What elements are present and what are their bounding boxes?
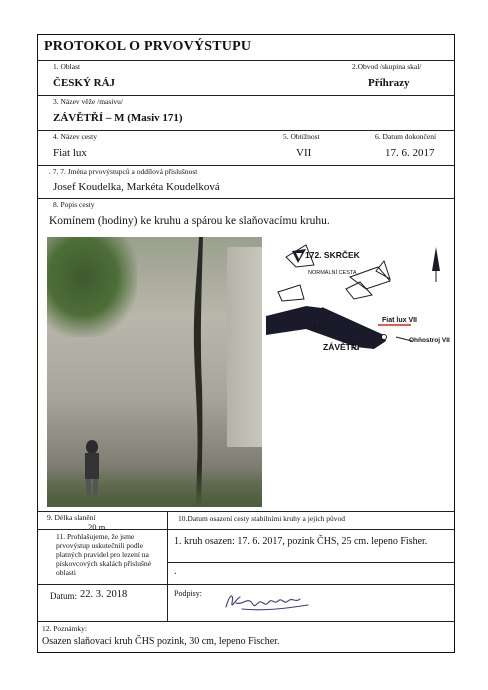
climber-figure <box>77 437 107 497</box>
popis-label: 8. Popis cesty <box>53 200 95 209</box>
map-block <box>278 285 304 301</box>
map-tower-label: 172. SKRČEK <box>305 250 360 260</box>
north-arrow-icon <box>432 247 440 271</box>
podpisy-label: Podpisy: <box>174 589 203 598</box>
map-route-new-label: Fiat lux VII <box>382 317 418 324</box>
popis-value: Komínem (hodiny) ke kruhu a spárou ke slaňovacímu kruhu. <box>49 215 330 227</box>
obvod-label: 2.Obvod /skupina skal/ <box>352 62 422 71</box>
map-block <box>376 261 390 279</box>
map-massif-number: 171. <box>313 322 327 331</box>
vez-value: ZÁVĚTŘÍ – M (Masiv 171) <box>53 112 183 124</box>
obtiznost-label: 5. Obtížnost <box>283 132 320 141</box>
poznamky-label: 12. Poznámky: <box>42 624 87 633</box>
datum-label: Datum: <box>50 591 77 601</box>
obtiznost-value: VII <box>296 147 312 159</box>
divider <box>38 511 454 512</box>
signature-image <box>222 589 312 615</box>
obvod-value: Příhrazy <box>368 77 410 89</box>
route-photo <box>47 237 262 507</box>
form-title: PROTOKOL O PRVOVÝSTUPU <box>44 39 252 54</box>
poznamky-value: Osazen slaňovací kruh ČHS pozink, 30 cm, lepeno Fischer. <box>42 636 280 647</box>
map-route-other-label: Ohňostroj VII <box>409 337 450 344</box>
map-normal-route-label: NORMÁLNÍ CESTA <box>308 270 357 276</box>
divider <box>38 198 454 199</box>
divider <box>38 584 454 585</box>
divider <box>38 165 454 166</box>
cesta-value: Fiat lux <box>53 147 87 159</box>
map-block <box>346 282 372 299</box>
osazeni-line1: 1. kruh osazen: 17. 6. 2017, pozink ČHS, 25 cm. lepeno Fisher. <box>174 536 428 547</box>
vez-label: 3. Název věže /masivu/ <box>53 97 123 106</box>
osazeni-label: 10.Datum osazení cesty stabilními kruhy a jejich původ <box>178 514 346 523</box>
prohlaseni-text: 11. Prohlašujeme, že jsme prvovýstup uskutečnili podle platných pravidel pro lezení na pískovcových skalách příslušné oblasti <box>56 532 151 577</box>
divider <box>38 621 454 622</box>
divider <box>38 130 454 131</box>
datum-dokonceni-label: 6. Datum dokončení <box>375 132 437 141</box>
delka-value: 20 m <box>88 522 106 532</box>
oblast-label: 1. Oblast <box>53 62 81 71</box>
map-zavetri-label: ZÁVĚTŘÍ <box>323 342 360 352</box>
divider <box>167 562 454 563</box>
prvovystupci-label: . 7. 7. Jména prvovýstupců a oddílová příslušnost <box>49 167 198 176</box>
oblast-value: ČESKÝ RÁJ <box>53 77 116 89</box>
cesta-label: 4. Název cesty <box>53 132 97 141</box>
datum-value: 22. 3. 2018 <box>80 589 128 600</box>
osazeni-line2: . <box>174 566 177 577</box>
divider <box>38 529 454 530</box>
foliage <box>47 237 137 337</box>
rock-face <box>227 247 262 447</box>
prvovystupci-value: Josef Koudelka, Markéta Koudelková <box>53 181 220 193</box>
datum-dokonceni-value: 17. 6. 2017 <box>385 147 435 159</box>
divider <box>167 511 168 621</box>
divider <box>38 95 454 96</box>
delka-label: 9. Délka slanění <box>47 513 96 522</box>
divider <box>38 60 454 61</box>
